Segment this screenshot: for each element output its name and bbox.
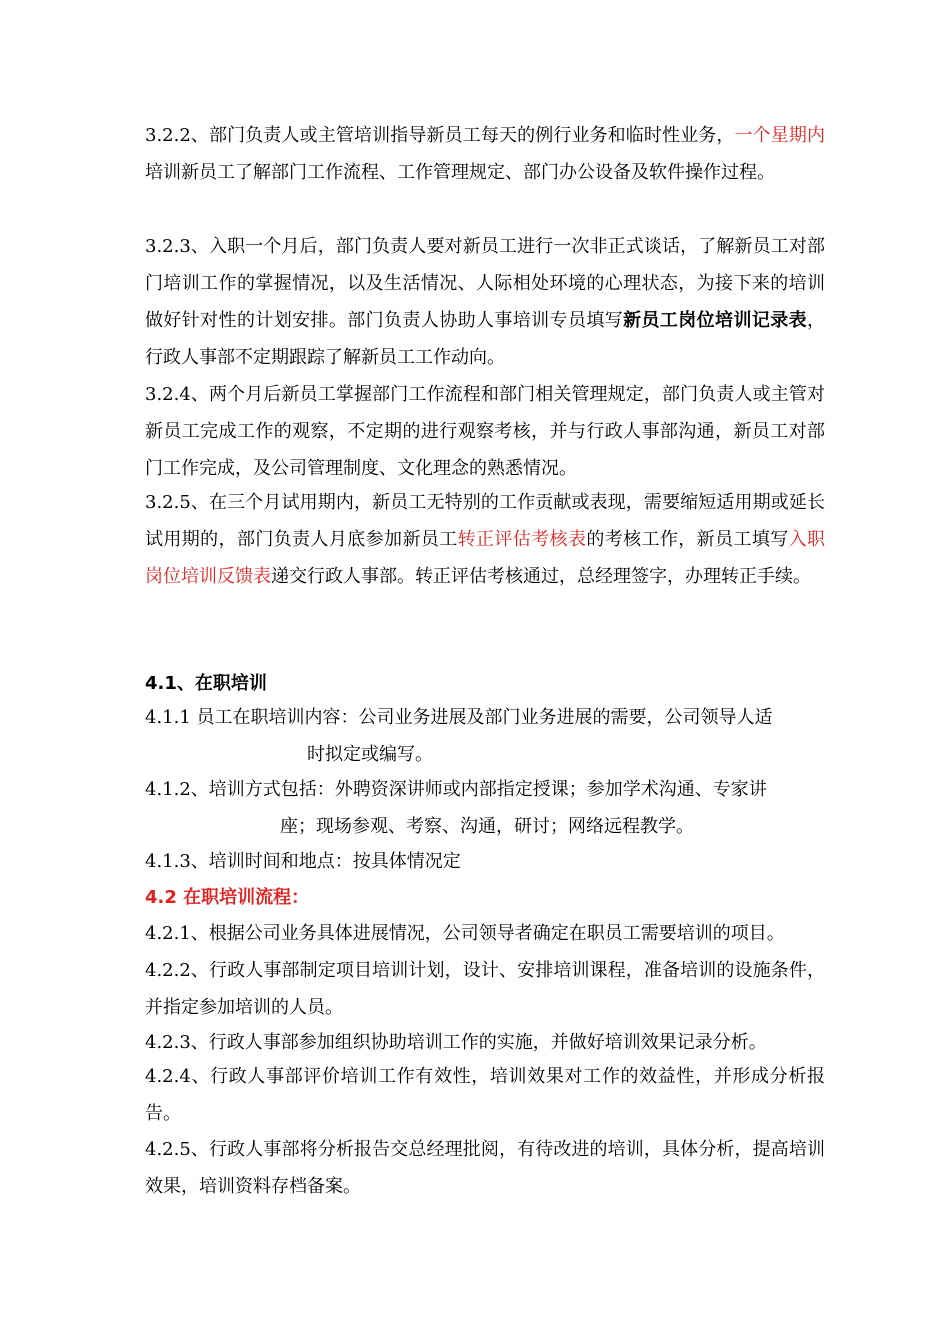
heading-4-2: 4.2 在职培训流程： bbox=[145, 887, 310, 908]
item-4-2-2: 4.2.2、行政人事部制定项目培训计划，设计、安排培训课程，准备培训的设施条件，并指定参加培训的人员。 bbox=[145, 960, 825, 1018]
paragraph-text: 3.2.3、入职一个月后，部门负责人要对新员工进行一次非正式谈话，了解新员工对部门培训工作的掌握情况，以及生活情况、人际相处环境的心理状态，为接下来的培训做好针对性的计划安排。部门负责人协助人事培训专员填写 bbox=[145, 236, 825, 331]
paragraph-text: 3.2.5、在三个月试用期内，新员工无特别的工作贡献或表现，需要缩短适用期或延长试用期的，部门负责人月底参加新员工 bbox=[145, 492, 825, 550]
paragraph-text: ，行政人事部不定期跟踪了解新员工工作动向。 bbox=[145, 310, 825, 368]
paragraph-text: 3.2.2、部门负责人或主管培训指导新员工每天的例行业务和临时性业务， bbox=[145, 125, 735, 146]
item-4-1-1-line2: 时拟定或编写。 bbox=[307, 744, 433, 765]
paragraph-3-2-3 bbox=[145, 228, 825, 376]
paragraph-3-2-2 bbox=[145, 117, 825, 191]
item-4-1-3: 4.1.3、培训时间和地点：按具体情况定 bbox=[145, 851, 461, 872]
heading-4-1: 4.1、在职培训 bbox=[145, 673, 267, 694]
item-4-2-5: 4.2.5、行政人事部将分析报告交总经理批阅，有待改进的培训，具体分析，提高培训效果，培训资料存档备案。 bbox=[145, 1139, 825, 1197]
paragraph-3-2-5 bbox=[145, 484, 825, 595]
highlight-text: 一个星期内 bbox=[734, 125, 826, 146]
paragraph-text: 的考核工作，新员工填写 bbox=[586, 529, 789, 550]
item-4-2-1: 4.2.1、根据公司业务具体进展情况，公司领导者确定在职员工需要培训的项目。 bbox=[145, 923, 785, 944]
item-4-1-2-line2: 座；现场参观、考察、沟通，研讨；网络远程教学。 bbox=[280, 816, 694, 837]
item-4-1-1-line1: 4.1.1 员工在职培训内容：公司业务进展及部门业务进展的需要，公司领导人适 bbox=[145, 707, 773, 728]
item-4-2-3: 4.2.3、行政人事部参加组织协助培训工作的实施，并做好培训效果记录分析。 bbox=[145, 1032, 767, 1053]
paragraph-text: 递交行政人事部。转正评估考核通过，总经理签字，办理转正手续。 bbox=[271, 566, 811, 587]
paragraph-text: 培训新员工了解部门工作流程、工作管理规定、部门办公设备及软件操作过程。 bbox=[145, 162, 775, 183]
item-4-1-2-line1: 4.1.2、培训方式包括：外聘资深讲师或内部指定授课；参加学术沟通、专家讲 bbox=[145, 779, 767, 800]
bold-form-name: 新员工岗位培训记录表 bbox=[623, 310, 807, 331]
highlight-form-name: 入职岗位培训反馈表 bbox=[145, 529, 826, 587]
highlight-form-name: 转正评估考核表 bbox=[457, 529, 587, 550]
paragraph-text: 3.2.4、两个月后新员工掌握部门工作流程和部门相关管理规定，部门负责人或主管对新员工完成工作的观察，不定期的进行观察考核，并与行政人事部沟通，新员工对部门工作完成，及公司管理制度、文化理念的熟悉情况。 bbox=[145, 384, 825, 479]
item-4-2-4: 4.2.4、行政人事部评价培训工作有效性，培训效果对工作的效益性，并形成分析报告。 bbox=[145, 1066, 825, 1124]
paragraph-3-2-4 bbox=[145, 376, 825, 487]
